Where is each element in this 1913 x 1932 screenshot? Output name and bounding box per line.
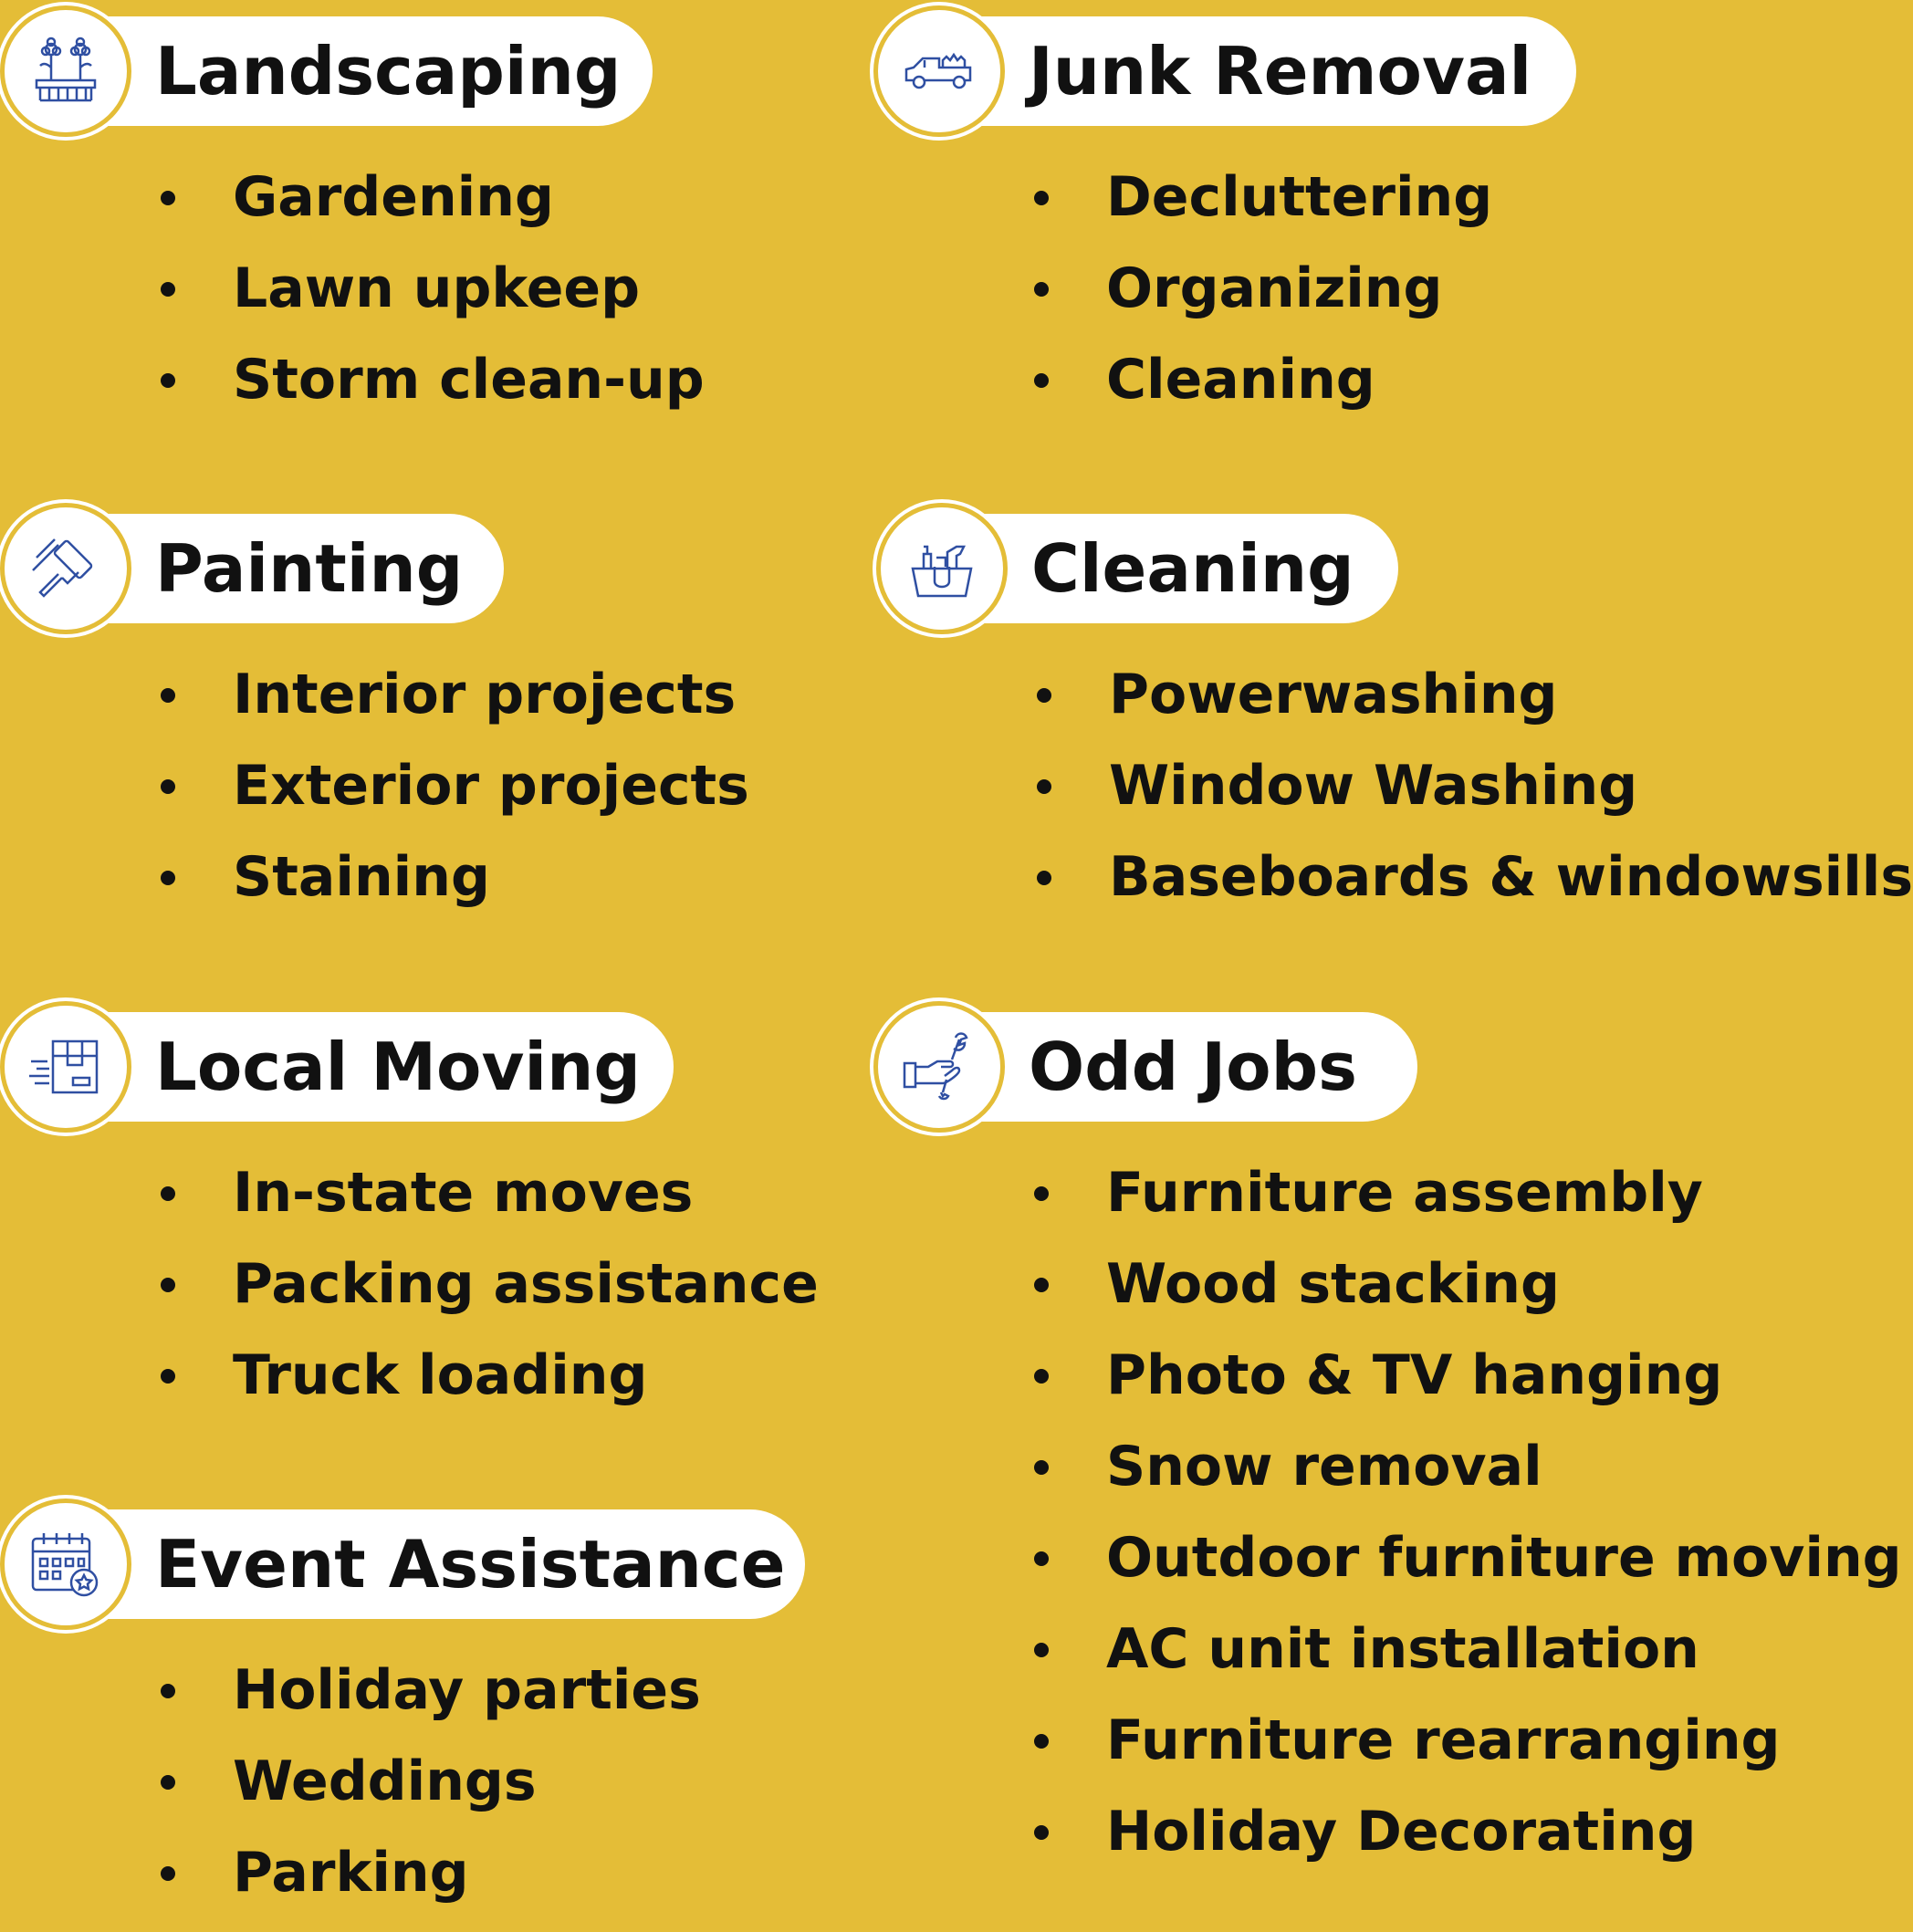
bullet — [161, 191, 175, 205]
bullet — [1034, 1734, 1049, 1749]
list-item — [0, 649, 749, 740]
hand-wrench-icon — [873, 1001, 1005, 1133]
list-item — [873, 1238, 1902, 1330]
item-list — [873, 1147, 1902, 1877]
bullet — [1034, 1278, 1049, 1292]
bullet — [1034, 1643, 1049, 1657]
item-list — [873, 151, 1492, 425]
bullet — [1037, 871, 1051, 885]
bullet — [1034, 1825, 1049, 1840]
item-label: Holiday Decorating — [1106, 1800, 1697, 1864]
section-title: Cleaning — [1031, 530, 1354, 607]
section-title: Painting — [155, 530, 464, 607]
list-item — [0, 334, 705, 425]
item-label: Truck loading — [233, 1343, 648, 1407]
item-label: Gardening — [233, 165, 554, 229]
section-title: Event Assistance — [155, 1526, 786, 1603]
item-label: In-state moves — [233, 1161, 694, 1225]
list-item — [0, 1736, 701, 1827]
bullet — [161, 1369, 175, 1384]
item-label: Snow removal — [1106, 1435, 1542, 1499]
cleaning-bucket-icon — [876, 503, 1008, 634]
list-item — [873, 1786, 1902, 1877]
bullet — [161, 1775, 175, 1790]
item-list — [0, 151, 705, 425]
item-label: Holiday parties — [233, 1658, 701, 1722]
list-item — [873, 1695, 1902, 1786]
bullet — [1034, 191, 1049, 205]
bullet — [1034, 282, 1049, 297]
bullet — [161, 1278, 175, 1292]
bullet — [161, 779, 175, 794]
moving-box-icon — [0, 1001, 131, 1133]
bullet — [161, 688, 175, 703]
list-item — [0, 1330, 819, 1421]
bullet — [161, 1186, 175, 1201]
bullet — [161, 1684, 175, 1698]
item-label: AC unit installation — [1106, 1617, 1699, 1681]
list-item — [873, 1330, 1902, 1421]
list-item — [0, 740, 749, 831]
item-label: Packing assistance — [233, 1252, 819, 1316]
list-item — [873, 1147, 1902, 1238]
list-item — [0, 243, 705, 334]
item-label: Lawn upkeep — [233, 256, 641, 320]
item-label: Baseboards & windowsills — [1109, 845, 1913, 909]
bullet — [1037, 688, 1051, 703]
flower-planter-icon — [0, 5, 131, 137]
item-list — [0, 1645, 701, 1918]
list-item — [0, 1238, 819, 1330]
item-label: Staining — [233, 845, 490, 909]
item-list — [876, 649, 1913, 923]
item-label: Powerwashing — [1109, 663, 1558, 726]
bullet — [1034, 1460, 1049, 1475]
list-item — [873, 1603, 1902, 1695]
paint-roller-icon — [0, 503, 131, 634]
bullet — [1037, 779, 1051, 794]
list-item — [873, 243, 1492, 334]
item-label: Wood stacking — [1106, 1252, 1560, 1316]
item-label: Exterior projects — [233, 754, 749, 818]
bullet — [1034, 1186, 1049, 1201]
bullet — [161, 282, 175, 297]
bullet — [1034, 1369, 1049, 1384]
item-list — [0, 1147, 819, 1421]
bullet — [161, 871, 175, 885]
item-label: Decluttering — [1106, 165, 1493, 229]
item-label: Photo & TV hanging — [1106, 1343, 1723, 1407]
bullet — [1034, 1551, 1049, 1566]
list-item — [0, 1147, 819, 1238]
item-label: Parking — [233, 1841, 469, 1905]
list-item — [0, 1645, 701, 1736]
list-item — [876, 649, 1913, 740]
item-label: Outdoor furniture moving — [1106, 1526, 1902, 1590]
list-item — [0, 831, 749, 923]
section-title: Odd Jobs — [1029, 1029, 1357, 1105]
list-item — [873, 334, 1492, 425]
bullet — [161, 1866, 175, 1881]
list-item — [873, 151, 1492, 243]
item-list — [0, 649, 749, 923]
list-item — [876, 831, 1913, 923]
pickup-truck-icon — [873, 5, 1005, 137]
list-item — [873, 1421, 1902, 1512]
item-label: Organizing — [1106, 256, 1443, 320]
item-label: Window Washing — [1109, 754, 1638, 818]
item-label: Cleaning — [1106, 348, 1375, 412]
list-item — [0, 151, 705, 243]
section-title: Landscaping — [155, 33, 622, 110]
item-label: Storm clean-up — [233, 348, 705, 412]
section-title: Local Moving — [155, 1029, 641, 1105]
list-item — [873, 1512, 1902, 1603]
item-label: Weddings — [233, 1749, 537, 1813]
item-label: Furniture rearranging — [1106, 1708, 1781, 1772]
bullet — [1034, 373, 1049, 388]
item-label: Furniture assembly — [1106, 1161, 1703, 1225]
list-item — [0, 1827, 701, 1918]
section-title: Junk Removal — [1029, 33, 1532, 110]
list-item — [876, 740, 1913, 831]
bullet — [161, 373, 175, 388]
item-label: Interior projects — [233, 663, 737, 726]
calendar-star-icon — [0, 1499, 131, 1630]
